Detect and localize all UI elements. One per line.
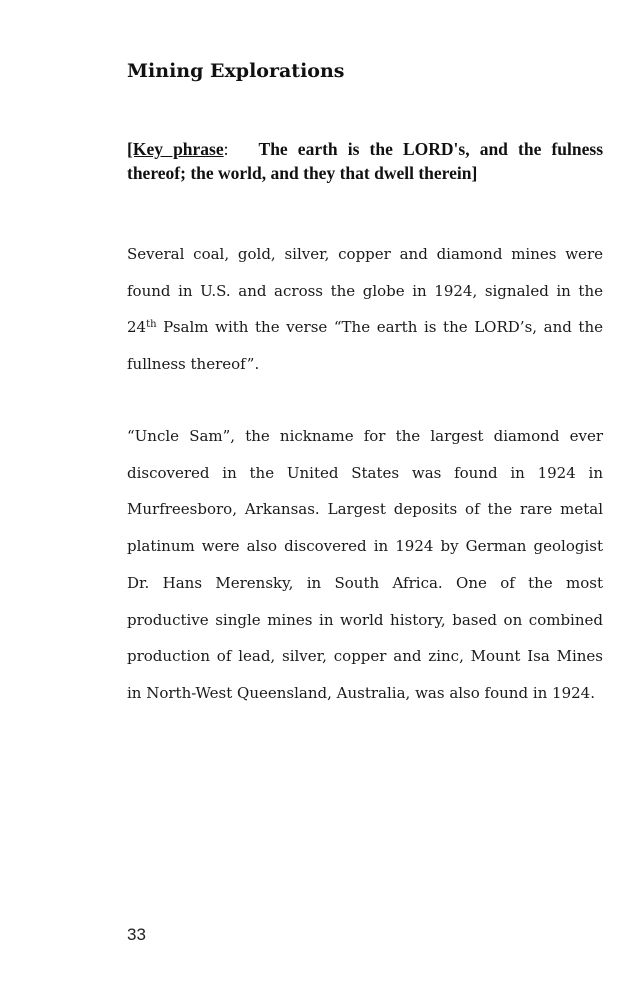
paragraph-1-text-start: Several coal, gold, silver, copper and diamond mines were found in U.S. and across the globe in 1924, signaled in the 24 <box>127 245 603 337</box>
page-title: Mining Explorations <box>127 60 345 82</box>
key-phrase-text: The earth is the LORD's, and the fulness thereof; the world, and they that dwell therein] <box>127 139 603 183</box>
paragraph-mines-1924 <box>127 236 603 383</box>
ordinal-superscript: th <box>146 319 157 331</box>
key-phrase-colon: : <box>223 139 229 159</box>
key-phrase-block <box>127 137 603 185</box>
paragraph-discoveries: “Uncle Sam”, the nickname for the largest diamond ever discovered in the United States was found in 1924 in Murfreesboro, Arkansas. Largest deposits of the rare metal platinum were also discovered in 1924 by German geologist Dr. Hans Merensky, in South Africa. One of the most productive single mines in world history, based on combined production of lead, silver, copper and zinc, Mount Isa Mines in North-West Queensland, Australia, was also found in 1924. <box>127 427 603 702</box>
page-number: 33 <box>127 925 146 944</box>
key-phrase-label: [Key phrase <box>127 139 224 159</box>
paragraph-1-text-end: Psalm with the verse “The earth is the LORD’s, and the fullness thereof”. <box>127 318 603 374</box>
